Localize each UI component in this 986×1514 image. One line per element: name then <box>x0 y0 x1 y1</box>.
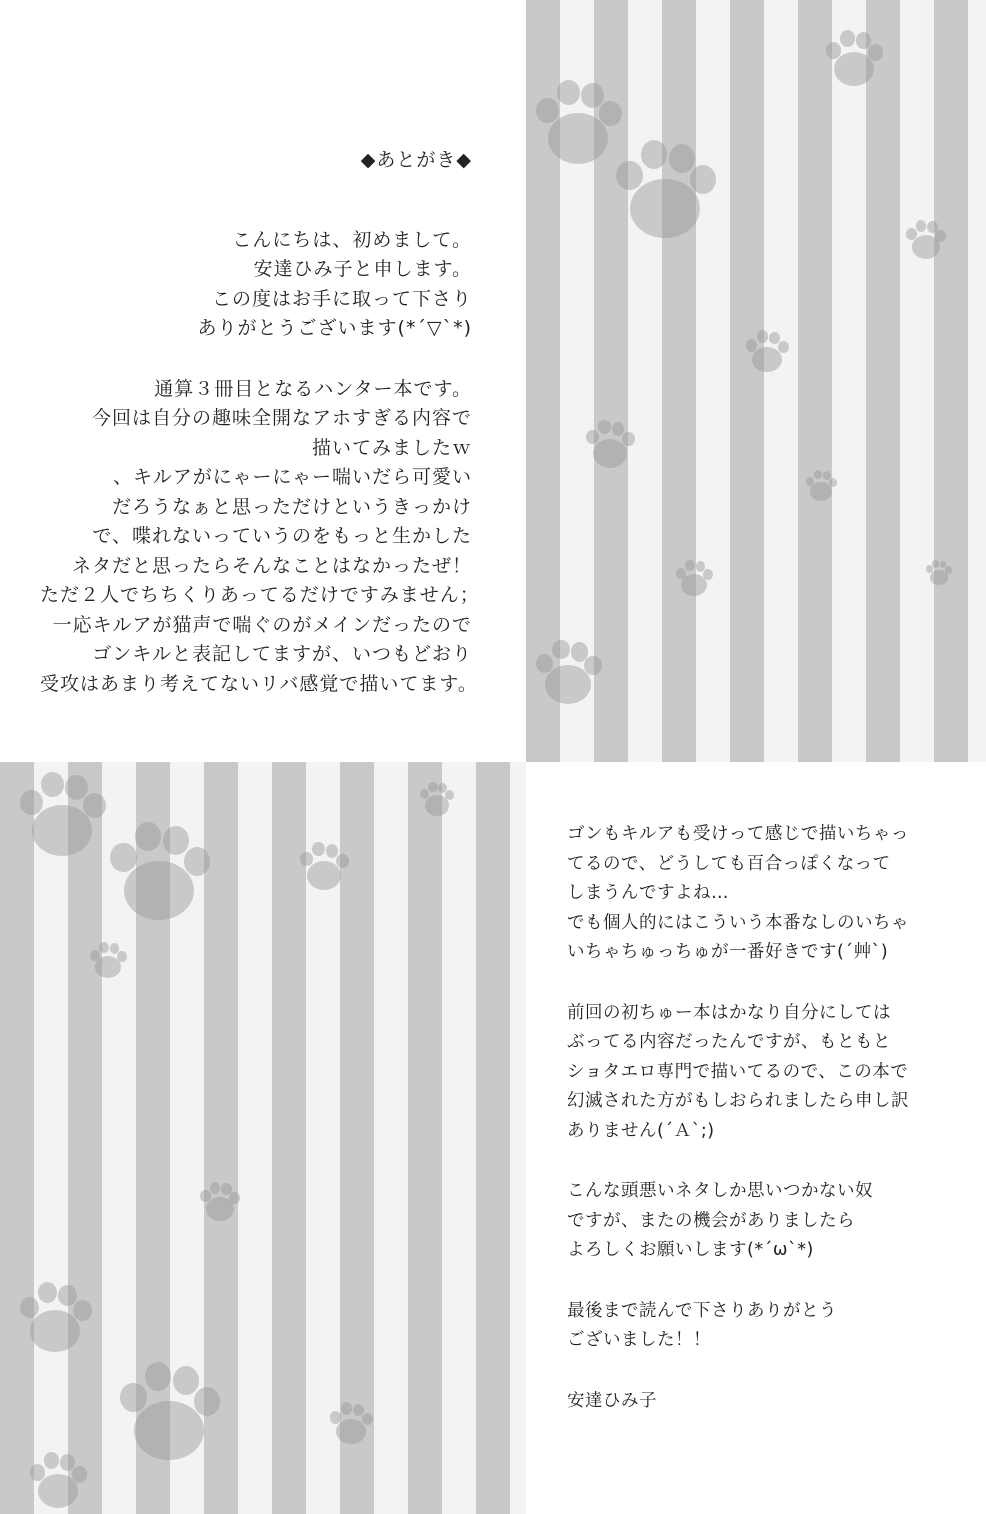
text-line: 受攻はあまり考えてないリバ感覚で描いてます。 <box>40 672 478 695</box>
paragraph <box>567 999 977 1147</box>
text-line: 通算３冊目となるハンター本です。 <box>154 377 472 400</box>
afterword-heading: ◆あとがき◆ <box>360 149 472 171</box>
text-line: この度はお手に取って下さり <box>211 287 472 310</box>
text-line: ショタエロ専門で描いてるので、この本で <box>567 1061 909 1082</box>
paragraph <box>40 226 472 344</box>
afterword-left-column <box>40 146 480 730</box>
paragraph <box>567 1387 977 1417</box>
text-line: だろうなぁと思っただけというきっかけ <box>111 495 472 518</box>
text-line: 安達ひみ子と申します。 <box>253 258 472 280</box>
paragraph <box>567 1297 977 1356</box>
paragraph <box>40 375 480 700</box>
text-line: ありません(´Ａ`;) <box>567 1120 715 1141</box>
text-line: 、キルアがにゃーにゃー喘いだら可愛い <box>112 466 472 488</box>
text-line: いちゃちゅっちゅが一番好きです(´艸`) <box>567 942 889 962</box>
text-line: よろしくお願いします(*´ω`*) <box>567 1240 814 1260</box>
text-line: ですが、またの機会がありましたら <box>567 1210 855 1231</box>
text-line: で、喋れないっていうのをもっと生かした <box>92 525 472 547</box>
text-line: ただ２人でちちくりあってるだけですみません； <box>40 584 480 606</box>
text-line: 今回は自分の趣味全開なアホすぎる内容で <box>91 407 472 429</box>
text-line: 最後まで読んで下さりありがとう <box>567 1300 837 1321</box>
text-line: ネタだと思ったらそんなことはなかったぜ！ <box>71 554 472 577</box>
afterword-right-column <box>567 820 977 1447</box>
text-line: ゴンキルと表記してますが、いつもどおり <box>92 643 472 665</box>
text-line: ぶってる内容だったんですが、もともと <box>567 1032 891 1052</box>
right-paragraphs <box>567 820 977 1416</box>
text-line: しまうんですよね… <box>567 883 729 903</box>
text-line: こんにちは、初めまして。 <box>232 228 472 251</box>
text-line: 幻滅された方がもしおられましたら申し訳 <box>567 1091 909 1111</box>
text-line: 前回の初ちゅー本はかなり自分にしては <box>567 1002 891 1023</box>
text-line: ありがとうございます(*´▽`*) <box>197 317 472 339</box>
text-line: 描いてみましたｗ <box>311 436 472 459</box>
striped-paw-panel-bottom-left <box>0 762 526 1514</box>
striped-paw-panel-top-right <box>526 0 986 762</box>
text-line: ございました！！ <box>567 1330 711 1350</box>
left-paragraphs <box>40 226 480 700</box>
paragraph <box>567 820 977 968</box>
paragraph <box>567 1177 977 1266</box>
text-line: てるので、どうしても百合っぽくなって <box>567 853 891 874</box>
text-line: 安達ひみ子 <box>567 1390 657 1411</box>
text-line: 一応キルアが猫声で喘ぐのがメインだったので <box>52 613 472 636</box>
text-line: ゴンもキルアも受けって感じで描いちゃっ <box>567 824 909 844</box>
text-line: こんな頭悪いネタしか思いつかない奴 <box>567 1181 873 1201</box>
text-line: でも個人的にはこういう本番なしのいちゃ <box>567 912 909 933</box>
